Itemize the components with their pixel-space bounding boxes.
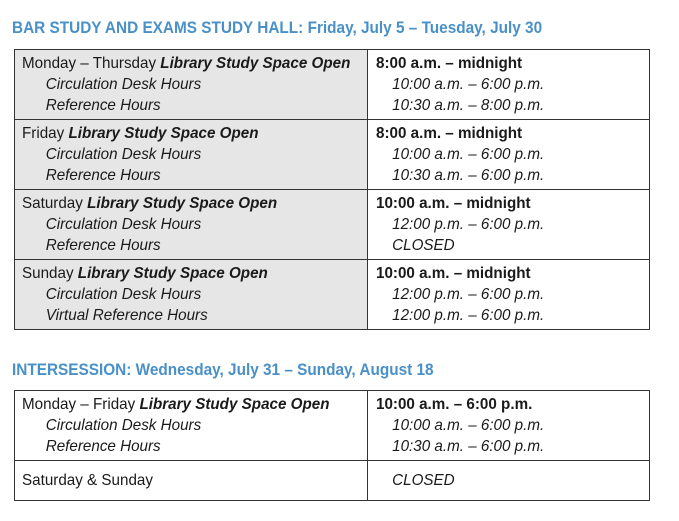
- day-cell: [15, 461, 368, 501]
- circulation-hours: 10:00 a.m. – 6:00 p.m.: [392, 76, 545, 93]
- reference-hours: 10:30 a.m. – 8:00 p.m.: [392, 97, 545, 114]
- circulation-label: Circulation Desk Hours: [45, 216, 202, 233]
- reference-label: Reference Hours: [45, 237, 161, 254]
- space-hours: 8:00 a.m. – midnight: [376, 55, 523, 72]
- circulation-hours: 12:00 p.m. – 6:00 p.m.: [392, 286, 545, 303]
- hours-cell: [368, 391, 650, 461]
- day-label: Saturday & Sunday: [22, 472, 153, 489]
- space-label: Library Study Space Open: [77, 265, 268, 282]
- circulation-label: Circulation Desk Hours: [45, 286, 202, 303]
- virtual-reference-hours: 12:00 p.m. – 6:00 p.m.: [392, 307, 545, 324]
- section2-dates: Wednesday, July 31 – Sunday, August 18: [135, 361, 434, 379]
- circulation-label: Circulation Desk Hours: [45, 146, 202, 163]
- reference-hours: 10:30 a.m. – 6:00 p.m.: [392, 167, 545, 184]
- hours-cell: [368, 120, 650, 190]
- space-hours: 8:00 a.m. – midnight: [376, 125, 523, 142]
- table-row: [15, 190, 650, 260]
- virtual-reference-label: Virtual Reference Hours: [45, 307, 208, 324]
- day-cell: [15, 391, 368, 461]
- section2-title: INTERSESSION:: [12, 361, 132, 379]
- day-cell: [15, 190, 368, 260]
- day-label: Monday – Friday: [22, 396, 136, 413]
- day-cell: [15, 260, 368, 330]
- circulation-hours: 12:00 p.m. – 6:00 p.m.: [392, 216, 545, 233]
- hours-cell: [368, 260, 650, 330]
- day-cell: [15, 50, 368, 120]
- day-label: Friday: [22, 125, 65, 142]
- intersession-hours-table: [14, 390, 650, 501]
- section1-heading: [12, 19, 542, 38]
- reference-label: Reference Hours: [45, 167, 161, 184]
- space-label: Library Study Space Open: [160, 55, 351, 72]
- day-cell: [15, 120, 368, 190]
- day-label: Monday – Thursday: [22, 55, 157, 72]
- table-row: [15, 461, 650, 501]
- space-label: Library Study Space Open: [139, 396, 330, 413]
- section1-dates: Friday, July 5 – Tuesday, July 30: [307, 19, 543, 37]
- circulation-hours: 10:00 a.m. – 6:00 p.m.: [392, 146, 545, 163]
- circulation-label: Circulation Desk Hours: [45, 417, 202, 434]
- space-hours: 10:00 a.m. – midnight: [376, 265, 531, 282]
- hours-cell: [368, 190, 650, 260]
- space-label: Library Study Space Open: [87, 195, 278, 212]
- table-row: [15, 391, 650, 461]
- space-hours: 10:00 a.m. – 6:00 p.m.: [376, 396, 533, 413]
- reference-label: Reference Hours: [45, 438, 161, 455]
- table-row: [15, 120, 650, 190]
- day-label: Saturday: [22, 195, 83, 212]
- space-label: Library Study Space Open: [68, 125, 259, 142]
- circulation-label: Circulation Desk Hours: [45, 76, 202, 93]
- section2-heading: [12, 361, 434, 380]
- reference-hours: CLOSED: [392, 237, 455, 254]
- table-row: [15, 260, 650, 330]
- circulation-hours: 10:00 a.m. – 6:00 p.m.: [392, 417, 545, 434]
- table-row: [15, 50, 650, 120]
- bar-study-hours-table: [14, 49, 650, 330]
- closed-hours: CLOSED: [392, 472, 455, 489]
- section1-title: BAR STUDY AND EXAMS STUDY HALL:: [12, 19, 304, 37]
- space-hours: 10:00 a.m. – midnight: [376, 195, 531, 212]
- day-label: Sunday: [22, 265, 74, 282]
- reference-label: Reference Hours: [45, 97, 161, 114]
- hours-cell: [368, 461, 650, 501]
- reference-hours: 10:30 a.m. – 6:00 p.m.: [392, 438, 545, 455]
- hours-cell: [368, 50, 650, 120]
